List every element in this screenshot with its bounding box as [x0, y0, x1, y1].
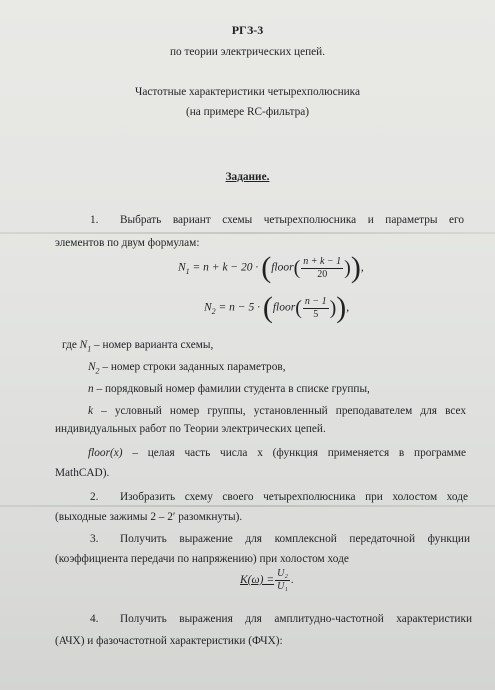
- formula-transfer-lhs: K(ω) =: [240, 574, 275, 587]
- definition-n2-text: – номер строки заданных параметров,: [102, 361, 286, 373]
- paper-fold: [0, 232, 495, 234]
- definition-n-text: – порядковый номер фамилии студента в списке группы,: [96, 383, 370, 395]
- formula-transfer-fraction: [275, 568, 290, 593]
- item-4-line-2: (АЧХ) и фазочастотной характеристики (ФЧХ):: [55, 635, 283, 647]
- item-4-line-1: Получить выражения для амплитудно-частотной характеристики: [120, 613, 472, 625]
- inner-paren-close: ): [344, 257, 351, 279]
- definition-n2: [88, 362, 286, 375]
- formula-transfer: [240, 568, 294, 593]
- formula-n1-expr: = n + k − 20 ·: [192, 261, 259, 274]
- definition-floor: [88, 448, 466, 459]
- item-3-number: 3.: [90, 533, 99, 545]
- item-2-line-1: Изобразить схему своего четырехполюсника при холостом ходе: [120, 491, 468, 503]
- definition-k-var: k: [88, 405, 94, 417]
- item-3-line-2: (коэффициента передачи по напряжению) при холостом ходе: [55, 553, 349, 565]
- outer-paren-close: ): [350, 251, 361, 284]
- definition-n1-var: N: [79, 339, 88, 351]
- definition-n1-text: – номер варианта схемы,: [94, 339, 214, 351]
- formula-n2-numerator: n − 1: [304, 295, 327, 307]
- formula-n2-tail: ,: [346, 301, 350, 314]
- formula-n2-expr: = n − 5 ·: [218, 301, 260, 314]
- paper-fold: [0, 505, 495, 507]
- formula-n1-numerator: n + k − 1: [303, 255, 342, 267]
- formula-n1-denominator: 20: [317, 268, 328, 280]
- topic-line-2: (на примере RC-фильтра): [185, 106, 310, 118]
- formula-n2-func: floor: [272, 301, 296, 314]
- definition-prefix: где: [62, 339, 77, 351]
- inner-paren-open: (: [295, 297, 302, 319]
- item-1-number: 1.: [90, 214, 99, 226]
- definition-floor-func: floor(x): [88, 447, 123, 459]
- definition-n2-var: N: [88, 361, 96, 373]
- formula-n2-denominator: 5: [313, 308, 319, 320]
- formula-n2-lhs-sub: 2: [211, 306, 216, 316]
- definition-k: [88, 406, 466, 417]
- formula-n1-tail: ,: [360, 261, 364, 274]
- item-1-line-2: элементов по двум формулам:: [55, 237, 200, 249]
- formula-n2-fraction: [303, 296, 329, 321]
- formula-transfer-tail: .: [290, 574, 294, 587]
- formula-n1: [178, 253, 364, 283]
- definition-k-line-2: индивидуальных работ по Теории электрических цепей.: [55, 423, 326, 435]
- document-subtitle: по теории электрических цепей.: [169, 46, 326, 58]
- formula-n2-lhs: N: [204, 301, 212, 314]
- inner-paren-open: (: [293, 257, 301, 279]
- item-2-number: 2.: [90, 491, 99, 503]
- definition-n2-sub: 2: [95, 366, 100, 376]
- outer-paren-open: (: [262, 291, 273, 324]
- formula-n2: [204, 293, 349, 323]
- formula-transfer-numerator: U₂: [277, 568, 288, 579]
- formula-n1-lhs: N: [178, 261, 186, 274]
- definition-n1: [62, 340, 213, 353]
- definition-n-var: n: [88, 383, 94, 395]
- item-3-line-1: Получить выражение для комплексной передаточной функции: [120, 533, 470, 545]
- item-4-number: 4.: [90, 613, 99, 625]
- topic-line-1: Частотные характеристики четырехполюсника: [134, 86, 361, 98]
- item-1-line-1: Выбрать вариант схемы четырехполюсника и параметры его: [120, 214, 464, 226]
- section-heading: Задание.: [225, 171, 270, 183]
- formula-n1-func: floor: [271, 261, 294, 274]
- formula-transfer-denominator: U₁: [277, 581, 288, 592]
- outer-paren-close: ): [336, 291, 347, 324]
- item-2-line-2: (выходные зажимы 2 – 2′ разомкнуты).: [55, 511, 243, 523]
- formula-n1-lhs-sub: 1: [185, 266, 190, 276]
- formula-n1-fraction: [301, 256, 343, 281]
- outer-paren-open: (: [261, 251, 272, 284]
- definition-floor-text: – целая часть числа x (функция применяется в программе: [132, 447, 466, 459]
- definition-n: [88, 384, 370, 395]
- inner-paren-close: ): [329, 297, 337, 319]
- definition-floor-line-2: MathCAD).: [55, 467, 110, 479]
- definition-n1-sub: 1: [87, 344, 92, 354]
- definition-k-text: – условный номер группы, установленный преподавателем для всех: [101, 405, 467, 417]
- document-title: РГЗ-3: [231, 23, 264, 37]
